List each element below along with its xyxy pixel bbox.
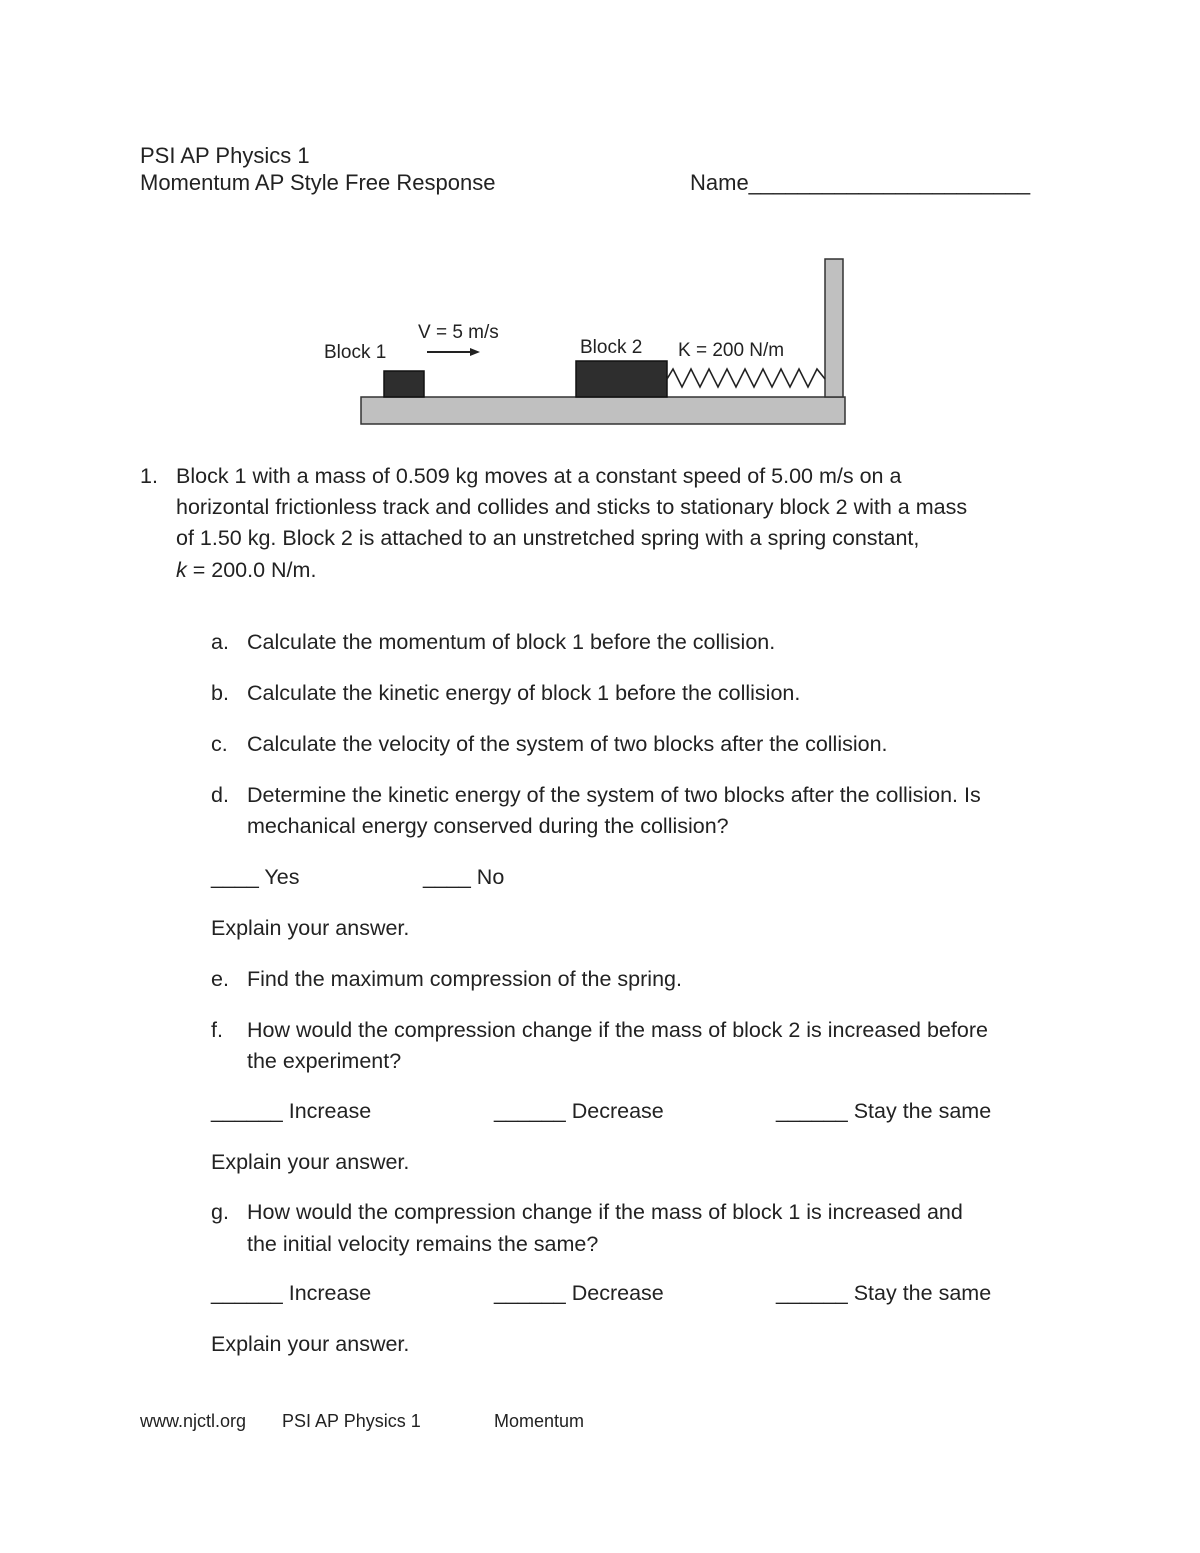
part-f-decrease-option[interactable]: ______ Decrease bbox=[494, 1099, 664, 1123]
track bbox=[361, 397, 845, 424]
part-f-line-1: How would the compression change if the mass of block 2 is increased before bbox=[247, 1018, 988, 1042]
part-c-label: c. bbox=[211, 732, 228, 756]
part-b-label: b. bbox=[211, 681, 229, 705]
part-g-increase-option[interactable]: ______ Increase bbox=[211, 1281, 372, 1305]
part-e-text: Find the maximum compression of the spring. bbox=[247, 967, 682, 991]
part-d-explain: Explain your answer. bbox=[211, 916, 410, 940]
part-d-line-1: Determine the kinetic energy of the system of two blocks after the collision. Is bbox=[247, 783, 981, 807]
footer-site-link[interactable]: www.njctl.org bbox=[140, 1411, 247, 1431]
block-2-label: Block 2 bbox=[580, 337, 643, 358]
part-d-line-2: mechanical energy conserved during the collision? bbox=[247, 814, 729, 838]
block-1 bbox=[384, 371, 424, 397]
question-line-3: of 1.50 kg. Block 2 is attached to an unstretched spring with a spring constant, bbox=[176, 526, 920, 550]
spring-constant-label: K = 200 N/m bbox=[678, 340, 785, 361]
part-g-line-2: the initial velocity remains the same? bbox=[247, 1232, 599, 1256]
block-spring-diagram bbox=[300, 255, 860, 430]
part-f-increase-option[interactable]: ______ Increase bbox=[211, 1099, 372, 1123]
part-g-same-option[interactable]: ______ Stay the same bbox=[776, 1281, 992, 1305]
footer-topic: Momentum bbox=[494, 1411, 585, 1431]
worksheet-subtitle: Momentum AP Style Free Response bbox=[140, 170, 496, 195]
part-d-label: d. bbox=[211, 783, 229, 807]
part-f-line-2: the experiment? bbox=[247, 1049, 402, 1073]
footer-course: PSI AP Physics 1 bbox=[282, 1411, 421, 1431]
block-2 bbox=[576, 361, 667, 397]
spring bbox=[667, 369, 825, 387]
part-g-label: g. bbox=[211, 1200, 229, 1224]
part-a-label: a. bbox=[211, 630, 229, 654]
part-d-yes-option[interactable]: ____ Yes bbox=[211, 865, 300, 889]
part-g-decrease-option[interactable]: ______ Decrease bbox=[494, 1281, 664, 1305]
block-1-label: Block 1 bbox=[324, 342, 387, 363]
name-field[interactable]: Name_______________________ bbox=[690, 170, 1031, 195]
part-e-label: e. bbox=[211, 967, 229, 991]
part-g-line-1: How would the compression change if the mass of block 1 is increased and bbox=[247, 1200, 963, 1224]
question-line-4 bbox=[176, 555, 316, 587]
part-f-same-option[interactable]: ______ Stay the same bbox=[776, 1099, 992, 1123]
part-f-explain: Explain your answer. bbox=[211, 1150, 410, 1174]
velocity-label: V = 5 m/s bbox=[418, 322, 499, 343]
question-line-2: horizontal frictionless track and collides and sticks to stationary block 2 with a mass bbox=[176, 495, 968, 519]
question-number: 1. bbox=[140, 464, 158, 488]
part-a-text: Calculate the momentum of block 1 before the collision. bbox=[247, 630, 776, 654]
velocity-arrowhead bbox=[470, 348, 480, 356]
part-d-no-option[interactable]: ____ No bbox=[423, 865, 505, 889]
wall bbox=[825, 259, 843, 397]
part-g-explain: Explain your answer. bbox=[211, 1332, 410, 1356]
spring-constant-variable: k bbox=[176, 558, 187, 582]
part-f-label: f. bbox=[211, 1018, 223, 1042]
course-title: PSI AP Physics 1 bbox=[140, 143, 310, 168]
part-b-text: Calculate the kinetic energy of block 1 before the collision. bbox=[247, 681, 801, 705]
question-line-4-text: = 200.0 N/m. bbox=[186, 558, 317, 582]
part-c-text: Calculate the velocity of the system of two blocks after the collision. bbox=[247, 732, 888, 756]
question-line-1: Block 1 with a mass of 0.509 kg moves at a constant speed of 5.00 m/s on a bbox=[176, 464, 902, 488]
